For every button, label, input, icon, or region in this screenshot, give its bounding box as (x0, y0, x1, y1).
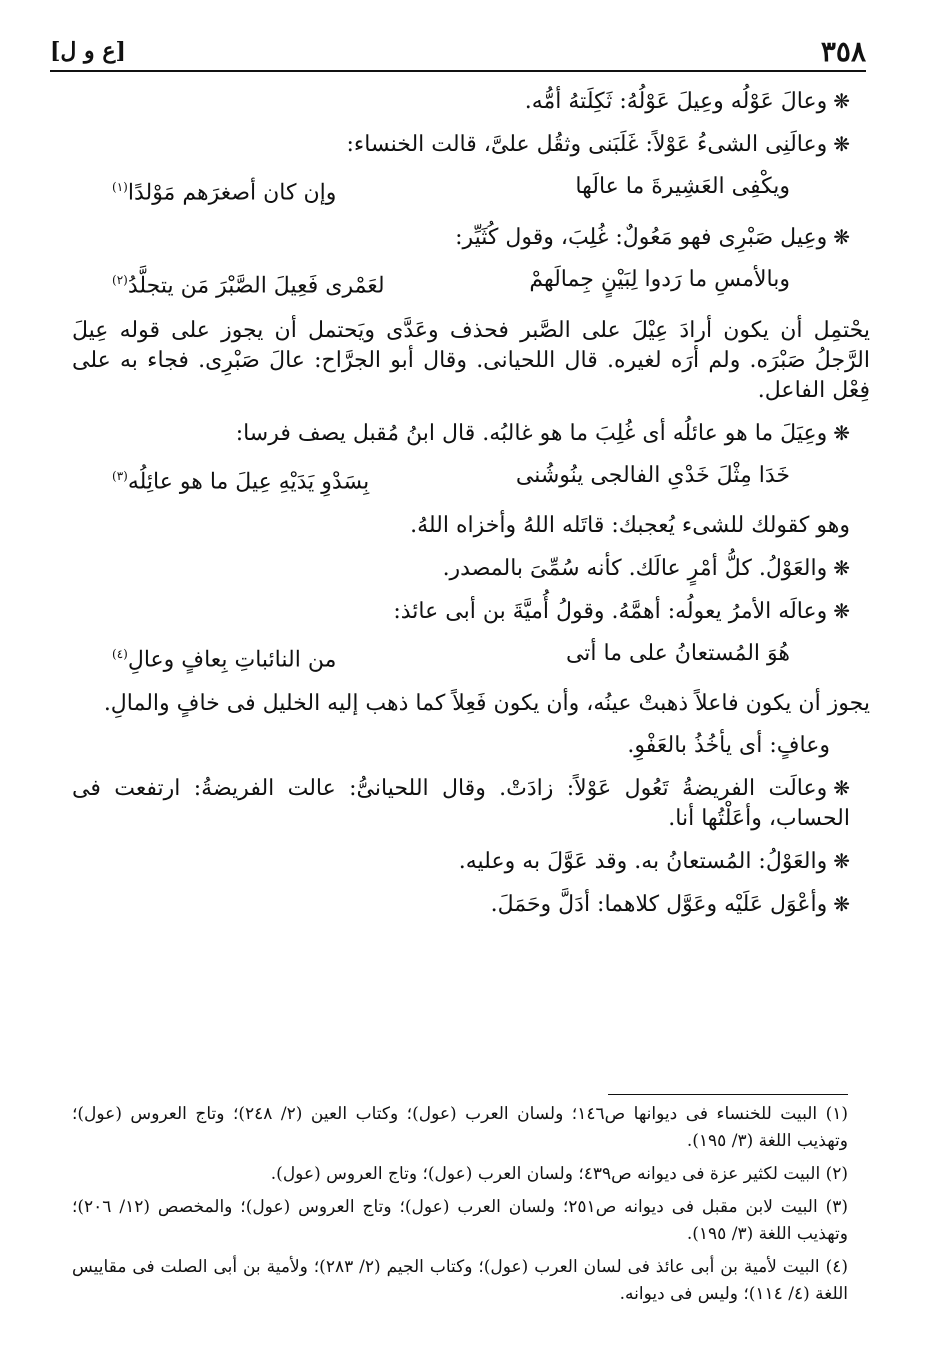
footnote: (٢) البيت لكثير عزة فى ديوانه ص٤٣٩؛ ولسان العرب (عول)؛ وتاج العروس (عول). (270, 1164, 848, 1184)
prose-paragraph: وهو كقولك للشىء يُعجبك: قاتَله اللهُ وأخزاه اللهُ. (410, 512, 850, 538)
entry-text: وعالَنِى الشىءُ عَوْلاً: غَلَبَنى وثقُل علىَّ، قالت الخنساء: (346, 132, 828, 157)
verse-hemistich: لعَمْرى فَعِيلَ الصَّبْرَ مَن يتجلَّدُ (127, 273, 385, 299)
verse-line (112, 172, 790, 208)
prose-paragraph: يحْتمِل أن يكون أرادَ عِيْلَ على الصَّبر فحذف وعَدَّى ويَحتمل أن يجوز على قوله عِيلَ الرَّجلُ صَبْرَه. ولم أرَه لغيره. قال اللحيانى. وقال أبو الجرَّاح: عالَ صَبْرِى. فجاء به على فِعْل الفاعل. (72, 317, 870, 403)
entry-text: وعالَ عَوْلُه وعِيلَ عَوْلُهُ: ثَكِلَتهُ أمُّه. (524, 89, 828, 114)
verse-hemistich: هُوَ المُستعانُ على ما أتى (565, 640, 790, 666)
entry (72, 418, 850, 449)
verse-hemistich: خَدَا مِثْلَ خَدْىِ الفالجى ينُوشُنى (515, 462, 790, 488)
entry-text: وأعْوَل عَلَيْه وعَوَّل كلاهما: أدَلَّ وحَمَلَ. (490, 892, 828, 918)
footnote-divider (608, 1094, 848, 1095)
verse-hemistich: من النائباتِ بِعافٍ وعالِ (127, 647, 337, 673)
entry (72, 846, 850, 877)
verse-line (112, 639, 790, 675)
footnote-ref: (٣) (112, 468, 128, 483)
entry (72, 222, 850, 253)
star-icon: ❋ (833, 598, 850, 623)
entry-text: وعِيل صَبْرِى فهو مَعُولٌ: غُلِبَ، وقول كُثَيِّر: (455, 225, 828, 251)
star-icon: ❋ (833, 849, 850, 874)
entry (72, 553, 850, 584)
verse-line (112, 461, 790, 497)
verse-hemistich: وإن كان أصغرَهم مَوْلدًا (127, 180, 337, 206)
footnote: (٤) البيت لأمية بن أبى عائذ فى لسان العرب (عول)؛ وكتاب الجيم (٢/ ٢٨٣)؛ ولأمية بن أبى الصلت فى مقاييس اللغة (٤/ ١١٤)؛ وليس فى ديوانه. (72, 1257, 848, 1304)
page-number: ٣٥٨ (820, 34, 866, 68)
star-icon: ❋ (833, 132, 850, 156)
prose-paragraph: يجوز أن يكون فاعلاً ذهبتْ عينُه، وأن يكون فَعِلاً كما ذهب إليه الخليل فى خافٍ والمالِ. (103, 691, 870, 717)
star-icon: ❋ (833, 225, 850, 250)
verse-hemistich: بِسَدْوِ يَدَيْهِ عِيلَ ما هو عائِلُه (127, 468, 370, 494)
entry (72, 889, 850, 920)
page-header (50, 32, 866, 72)
star-icon: ❋ (833, 89, 850, 113)
entry-text: وعالَت الفريضةُ تَعُول عَوْلاً: زادَتْ. وقال اللحيانىُّ: عالت الفريضةُ: ارتفعت فى الحساب، وأعَلْتُها أنا. (72, 776, 850, 832)
footnote: (١) البيت للخنساء فى ديوانها ص١٤٦؛ ولسان العرب (عول)؛ وكتاب العين (٢/ ٢٤٨)؛ وتاج العروس (عول)؛ وتهذيب اللغة (٣/ ١٩٥). (72, 1104, 849, 1151)
prose-paragraph: وعافٍ: أى يأخُذُ بالعَفْوِ. (627, 733, 830, 759)
verse-hemistich: ويكْفِى العَشِيرةَ ما عالَها (575, 174, 790, 199)
root-label: [ع و ل] (50, 38, 126, 64)
star-icon: ❋ (833, 555, 850, 580)
star-icon: ❋ (833, 892, 850, 917)
footnote: (٣) البيت لابن مقبل فى ديوانه ص٢٥١؛ ولسان العرب (عول)؛ وتاج العروس (عول)؛ والمخصص (١٢/ ٢٠٦)؛ وتهذيب اللغة (٣/ ١٩٥). (72, 1197, 848, 1244)
entry-text: وعِيَلَ ما هو عائلُه أى غُلِبَ ما هو غالبُه. قال ابنُ مُقبل يصف فرسا: (235, 420, 828, 446)
entry (72, 596, 850, 627)
star-icon: ❋ (833, 420, 850, 445)
footnote-ref: (٤) (112, 646, 128, 661)
entry-text: والعَوْلُ: المُستعانُ به. وقد عَوَّلَ به وعليه. (458, 849, 828, 875)
verse-hemistich: وبالأمسِ ما رَدوا لِبَيْنٍ جِمالَهمْ (529, 267, 790, 293)
entry (72, 86, 850, 117)
verse-line (112, 265, 790, 301)
entry (72, 129, 850, 160)
entry (72, 773, 850, 834)
main-text (72, 86, 870, 932)
entry-text: والعَوْلُ. كلُّ أمْرٍ عالَك. كأنه سُمِّىَ بالمصدر. (442, 555, 828, 581)
footnote-ref: (٢) (112, 273, 128, 288)
footnotes (72, 1094, 848, 1314)
footnote-ref: (١) (112, 180, 128, 194)
entry-text: وعالَه الأمرُ يعولُه: أهمَّهُ. وقولُ أُميَّةَ بن أبى عائذ: (393, 598, 828, 624)
star-icon: ❋ (833, 776, 850, 801)
